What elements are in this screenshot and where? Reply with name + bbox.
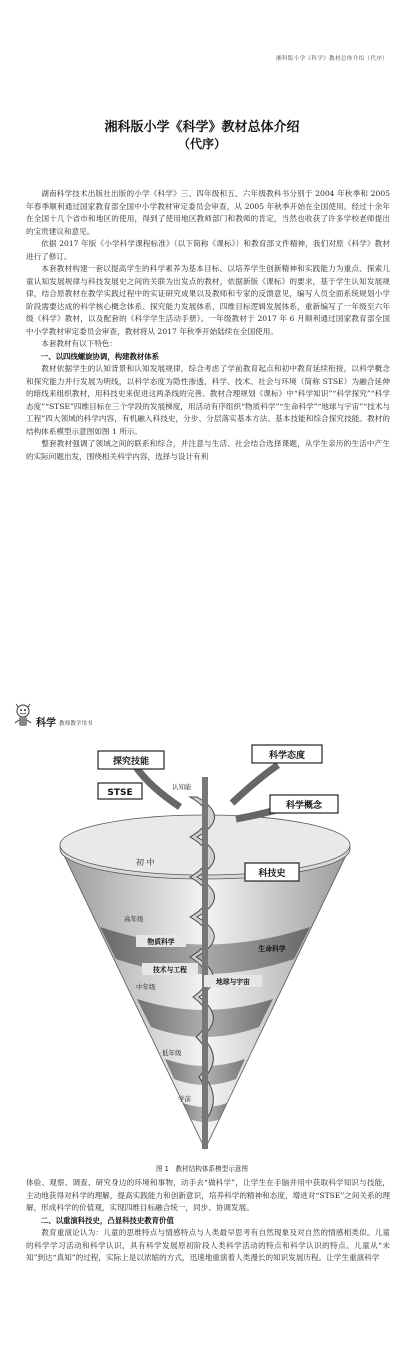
running-head: 湘科版小学《科学》教材总体介绍（代序） xyxy=(276,56,388,62)
label-taidu: 科学态度 xyxy=(268,751,306,761)
page-gap xyxy=(0,640,404,655)
label-stse: STSE xyxy=(107,788,133,798)
paragraph: 整套教材强调了领域之间的联系和综合，并注意与生活、社会结合选择课题，从学生亲历的生活中产生的实际问题出发，围绕相关科学内容，选择与设计有利 xyxy=(26,439,390,461)
label-renzhi: 认知能 xyxy=(172,783,192,791)
label-gaonianji: 高年级 xyxy=(124,915,144,923)
label-jishu: 技术与工程 xyxy=(153,966,187,974)
paragraph: 教育重演论认为：儿童的思维特点与情感特点与人类最早思考有自然现象及对自然的情感相类似。儿童的科学学习活动和科学认识，具有科学发展原初阶段人类科学活动的特点和科学认识的特点。儿童从“未知”到达“真知”的过程，实际上是以浓缩的方式，迅速地重演着人类漫长的知识发展历程。让学生重演科学 xyxy=(26,1228,390,1262)
label-tansuo: 探究技能 xyxy=(112,757,150,767)
brand-subtitle: 教师教学用书 xyxy=(59,721,93,727)
label-chuzhong: 初 中 xyxy=(136,858,155,867)
page-one xyxy=(0,0,404,640)
paragraph: 本套教材有以下特色： xyxy=(41,339,118,348)
label-gainian: 科学概念 xyxy=(285,801,323,811)
label-dinianji: 低年级 xyxy=(162,1049,182,1057)
paragraph: 教材依据学生的认知背景和认知发展规律，综合考虑了学前教育起点和初中教育延续衔接，以科学概念和探究能力并行发展为明线，以科学态度为隐性渗透，科学、技术、社会与环境（简称 STSE）为融合延伸的暗线来组织教材，用科技史来促进这两条线的完善。教材合理规划《课标》中“科学知识”“科学探究”“科学态度”“STSE”四维目标在三个学段的发展梯度，用活动有序组织“物质科学”“生命科学”“地球与宇宙”“技术与工程”四大领域的科学内容，有机融入科技史，分步、分层落实基本方法、基本技能和综合探究技能。教材的结构体系模型示意图如图 1 所示。 xyxy=(26,364,390,436)
paragraph: 依据 2017 年版《小学科学课程标准》（以下简称《课标》）和教育部文件精神，我们对原《科学》教材进行了修订。 xyxy=(26,239,390,261)
section-heading: 一、以四线螺旋协调，构建教材体系 xyxy=(40,351,160,361)
label-shengming: 生命科学 xyxy=(258,945,286,953)
mascot-icon xyxy=(12,703,34,729)
structure-model-figure xyxy=(40,737,370,1157)
paragraph: 本套教材构建一套以提高学生的科学素养为基本目标、以培养学生创新精神和实践能力为重点、探索儿童认知发展规律与科技发展史之间的关联为出发点的教材，依据新版《课标》的要求，基于学生认知发展规律，结合原教材在教学实践过程中的实证研究成果以及教师和专家的反馈意见，编写人员全面系统规划小学阶段需要达成的科学核心概念体系、探究能力发展体系、四维目标逻辑发展体系，重新编写了一年级至六年级《科学》教材，以及配套的《科学学生活动手册》。一年级教材于 2017 年 6 月顺利通过国家教育部全国中小学教材审定委员会审查，教材将从 2017 年秋季开始陆续在全国使用。 xyxy=(26,264,390,336)
paragraph: 体验、观察、调查、研究身边的环境和事物，动手去“做科学”，让学生在手脑并用中获取科学知识与技能，主动地获得对科学的理解，提高实践能力和创新意识，培养科学的精神和态度，增进对“STSE”之间关系的理解，形成科学的价值观，实现四维目标融合统一，同步、协调发展。 xyxy=(26,1178,390,1212)
page-two-body xyxy=(26,1177,390,1265)
label-diqiu: 地球与宇宙 xyxy=(216,978,250,986)
book-header xyxy=(12,707,93,729)
page-subtitle: （代序） xyxy=(177,137,226,151)
page-one-body xyxy=(26,188,390,463)
label-kejishi: 科技史 xyxy=(258,869,286,879)
brand-name: 科学 xyxy=(36,718,56,729)
label-xueqian: 学前 xyxy=(178,1095,191,1103)
figure-caption: 图 1 教材结构体系模型示意图 xyxy=(155,1165,248,1173)
section-heading: 二、以重演科技史，凸显科技史教育价值 xyxy=(40,1215,174,1225)
label-wuzhi: 物质科学 xyxy=(147,938,175,946)
page-two xyxy=(0,655,404,1352)
page-title: 湘科版小学《科学》教材总体介绍 xyxy=(104,120,300,135)
paragraph: 湖南科学技术出版社出版的小学《科学》三、四年级和五、六年级教科书分别于 2004 年秋季和 2005 年春季顺利通过国家教育部全国中小学教材审定委员会审查，从 2005 年秋季开始在全国使用。经过十余年在全国十几个省市和地区的使用，得到了使用地区教师部门和教师的肯定，当然也收获了许多学校老师提出的宝贵建议和意见。 xyxy=(26,189,390,236)
label-zhongnianji: 中年级 xyxy=(136,983,156,991)
